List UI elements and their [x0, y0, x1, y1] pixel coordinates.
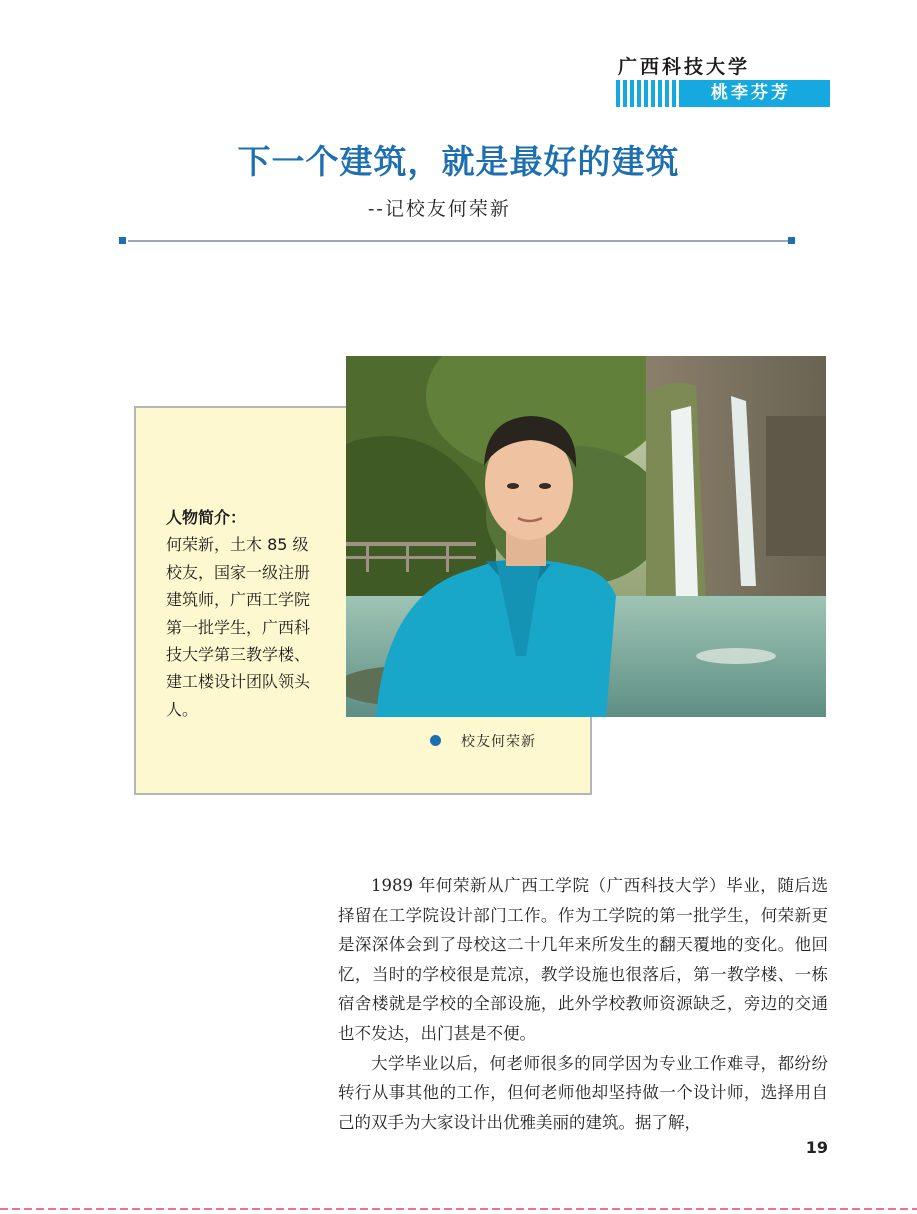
- profile-text-block: [166, 504, 318, 723]
- article-subtitle: --记校友何荣新: [368, 198, 511, 220]
- body-paragraph: 大学毕业以后，何老师很多的同学因为专业工作难寻，都纷纷转行从事其他的工作，但何老师他却坚持做一个设计师，选择用自己的双手为大家设计出优雅美丽的建筑。据了解，: [338, 1053, 828, 1132]
- column-name: 桃李芬芳: [711, 83, 791, 103]
- photo-caption: 校友何荣新: [461, 734, 536, 750]
- profile-text: 何荣新，土木 85 级校友，国家一级注册建筑师，广西工学院第一批学生，广西科技大学第三教学楼、建工楼设计团队领头人。: [166, 535, 311, 719]
- banner-stripes: [620, 80, 682, 107]
- article-body: [338, 871, 828, 1137]
- title-divider: [128, 240, 788, 242]
- header-university: 广西科技大学: [618, 56, 751, 78]
- photo-illustration: [346, 356, 826, 717]
- alumnus-photo: [346, 356, 826, 717]
- body-paragraph: 1989 年何荣新从广西工学院（广西科技大学）毕业，随后选择留在工学院设计部门工作。作为工学院的第一批学生，何荣新更是深深体会到了母校这二十几年来所发生的翻天覆地的变化。他回忆，当时的学校很是荒凉，教学设施也很落后，第一教学楼、一栋宿舍楼就是学校的全部设施，此外学校教师资源缺乏，旁边的交通也不发达，出门甚是不便。: [338, 876, 828, 1043]
- bottom-dashed-border: [0, 1208, 917, 1210]
- page-number: 19: [805, 1138, 828, 1157]
- column-banner: [616, 80, 830, 107]
- profile-heading: 人物简介：: [166, 508, 247, 527]
- divider-end-marker: [788, 237, 795, 244]
- caption-bullet-icon: [430, 735, 441, 746]
- divider-end-marker: [119, 237, 126, 244]
- article-title: 下一个建筑，就是最好的建筑: [237, 142, 680, 181]
